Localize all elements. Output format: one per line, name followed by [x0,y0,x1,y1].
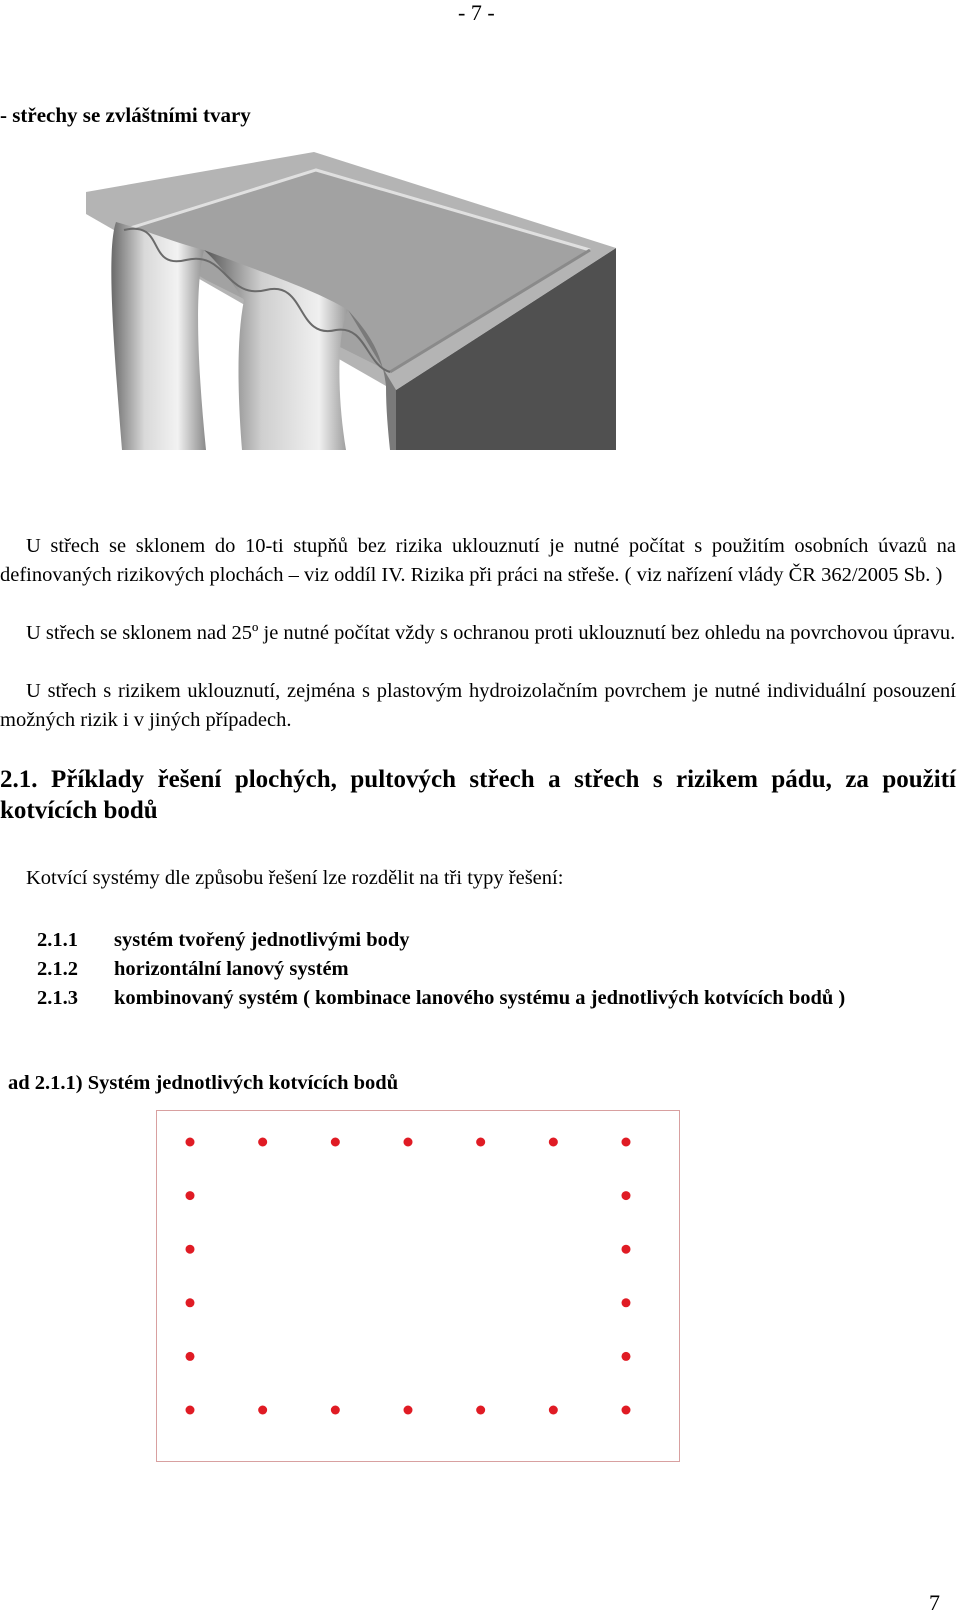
list-item-number: 2.1.3 [37,987,78,1009]
anchor-point [404,1138,413,1147]
anchor-point [622,1245,631,1254]
anchor-point [622,1138,631,1147]
diagram-border [157,1111,680,1462]
section-heading: - střechy se zvláštními tvary [0,103,251,127]
anchor-point [476,1406,485,1415]
anchor-points-diagram [156,1110,680,1462]
ad-heading: ad 2.1.1) Systém jednotlivých kotvících bodů [8,1072,399,1094]
anchor-point [331,1138,340,1147]
page-number-top: - 7 - [458,0,495,25]
roof-illustration [86,150,646,450]
anchor-point [622,1406,631,1415]
list-item-text: horizontální lanový systém [114,958,349,980]
anchor-point [258,1138,267,1147]
anchor-point [258,1406,267,1415]
anchor-point [186,1406,195,1415]
anchor-point [476,1138,485,1147]
anchor-point [622,1298,631,1307]
list-item-number: 2.1.2 [37,958,78,980]
paragraph-slip-risk: U střech s rizikem uklouznutí, zejména s plastovým hydroizolačním povrchem je nutné individuální posouzení možných rizik i v jiných případech. [0,680,956,731]
list-item-number: 2.1.1 [37,929,78,951]
anchor-point [331,1406,340,1415]
anchor-point [622,1191,631,1200]
anchor-point [404,1406,413,1415]
anchor-point [186,1191,195,1200]
list-item-text: systém tvořený jednotlivými body [114,929,410,951]
anchor-point [549,1138,558,1147]
list-item-text: kombinovaný systém ( kombinace lanového systému a jednotlivých kotvících bodů ) [114,987,846,1009]
anchor-point [186,1138,195,1147]
anchor-point [186,1298,195,1307]
paragraph-slope-10: U střech se sklonem do 10-ti stupňů bez rizika uklouznutí je nutné počítat s použitím osobních úvazů na definovaných rizikových plochách – viz oddíl IV. Rizika při práci na střeše. ( viz nařízení vlády ČR 362/2005 Sb. ) [0,535,956,586]
anchor-point [549,1406,558,1415]
page-number-bottom: 7 [929,1590,940,1615]
intro-text: Kotvící systémy dle způsobu řešení lze rozdělit na tři typy řešení: [26,867,564,889]
anchor-point [186,1352,195,1361]
subsection-title: 2.1. Příklady řešení plochých, pultových střech a střech s rizikem pádu, za použití kotvících bodů [0,766,956,824]
anchor-point [186,1245,195,1254]
anchor-point [622,1352,631,1361]
paragraph-slope-25: U střech se sklonem nad 25º je nutné počítat vždy s ochranou proti uklouznutí bez ohledu na povrchovou úpravu. [26,622,956,644]
